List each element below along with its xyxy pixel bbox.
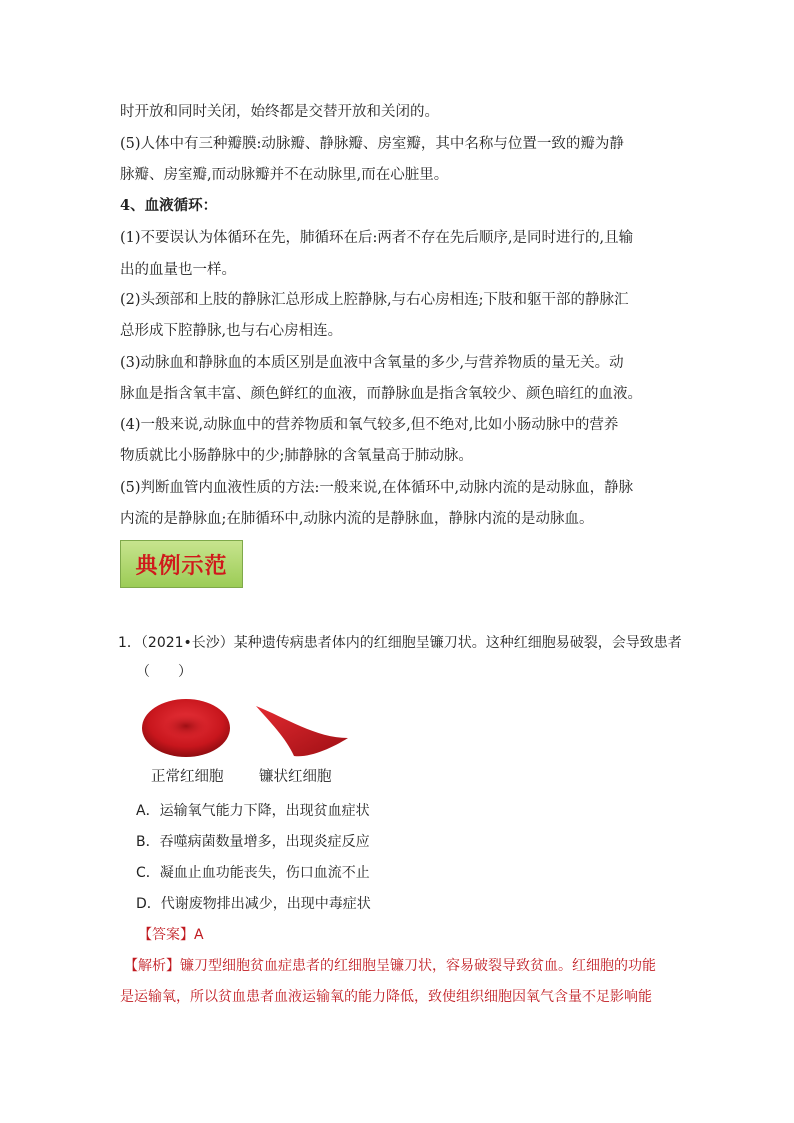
answer-line [138,925,204,945]
analysis-label: 【解析】 [124,958,180,974]
note-line: (4)一般来说,动脉血中的营养物质和氧气较多,但不绝对,比如小肠动脉中的营养 [120,417,619,433]
red-blood-cell-figure [136,698,356,762]
note-line: 出的血量也一样。 [120,262,236,278]
section-heading: 4、血液循环： [120,197,218,214]
note-line: 脉瓣、房室瓣,而动脉瓣并不在动脉里,而在心脏里。 [120,167,449,183]
note-line: 内流的是静脉血;在肺循环中,动脉内流的是静脉血，静脉内流的是动脉血。 [120,511,594,527]
option-b: B．吞噬病菌数量增多，出现炎症反应 [136,834,370,850]
analysis-line: 是运输氧，所以贫血患者血液运输氧的能力降低，致使组织细胞因氧气含量不足影响能 [120,989,652,1005]
answer-blank: （ ） [136,664,192,680]
sickle-cell-caption: 镰状红细胞 [259,769,332,785]
option-d: D．代谢废物排出减少，出现中毒症状 [136,896,371,912]
answer-label: 【答案】 [138,927,194,943]
note-line: (2)头颈部和上肢的静脉汇总形成上腔静脉,与右心房相连;下肢和躯干部的静脉汇 [120,292,629,308]
note-line: 物质就比小肠静脉中的少;肺静脉的含氧量高于肺动脉。 [120,448,473,464]
section-badge-label: 典例示范 [135,552,228,579]
analysis-line [124,956,656,976]
analysis-text: 镰刀型细胞贫血症患者的红细胞呈镰刀状，容易破裂导致贫血。红细胞的功能 [180,958,656,974]
note-line: (1)不要误认为体循环在先，肺循环在后:两者不存在先后顺序,是同时进行的,且输 [120,230,634,246]
question-stem: 1．（2021•长沙）某种遗传病患者体内的红细胞呈镰刀状。这种红细胞易破裂，会导致患者 [118,635,682,651]
note-line: 脉血是指含氧丰富、颜色鲜红的血液，而静脉血是指含氧较少、颜色暗红的血液。 [120,386,642,402]
section-badge [120,540,243,588]
note-line: (3)动脉血和静脉血的本质区别是血液中含氧量的多少,与营养物质的量无关。动 [120,355,624,371]
note-line: 时开放和同时关闭，始终都是交替开放和关闭的。 [120,104,439,120]
note-line: 总形成下腔静脉,也与右心房相连。 [120,323,343,339]
note-line: (5)人体中有三种瓣膜:动脉瓣、静脉瓣、房室瓣，其中名称与位置一致的瓣为静 [120,136,624,152]
option-c: C．凝血止血功能丧失，伤口血流不止 [136,865,370,881]
normal-cell-icon [142,699,230,757]
sickle-cell-icon [256,706,348,756]
normal-cell-caption: 正常红细胞 [151,769,224,785]
option-a: A．运输氧气能力下降，出现贫血症状 [136,803,370,819]
answer-value: A [194,927,204,943]
note-line: (5)判断血管内血液性质的方法:一般来说,在体循环中,动脉内流的是动脉血，静脉 [120,480,634,496]
